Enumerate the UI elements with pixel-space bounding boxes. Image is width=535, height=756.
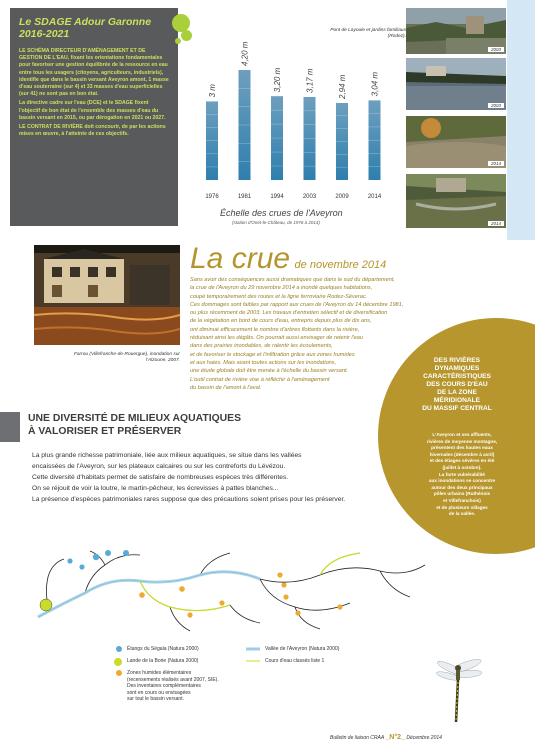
gold-text-line: de la vallée. [448, 511, 476, 517]
crue-title-small: de novembre 2014 [294, 259, 387, 271]
gold-title-line: MÉRIDIONALE [433, 397, 481, 404]
category-label: 1976 [205, 194, 219, 200]
legend-segala [116, 646, 199, 653]
crue-text-line: du bassin de l'amont à l'aval. [190, 384, 262, 391]
legend-cours-label: Cours d'eau classés liste 1 [265, 658, 325, 664]
chart-title: Échelle des crues de l'Aveyron [220, 208, 343, 218]
crue-text-line: ou plus récemment de 2003. Les travaux d'entretien sélectif et de diversification [190, 310, 388, 317]
basin-map-svg [30, 545, 430, 635]
bar-value-label: 3,17 m [305, 68, 315, 93]
crue-title-big: La crue [190, 242, 291, 275]
section-body-line: Cette diversité d'habitats permet de satisfaire de nombreuses espèces très différentes. [32, 474, 289, 481]
gold-text-line: aux inondations se concentre [428, 478, 496, 484]
section-body [32, 450, 412, 505]
footer-date: Décembre 2014 [406, 735, 442, 741]
photo-year-2: 2003 [488, 103, 504, 108]
legend-borie [114, 658, 198, 666]
gold-circle-text [400, 432, 524, 518]
crue-text-line: une étude globale doit être menée à l'échelle du bassin versant. [190, 368, 349, 375]
basin-map [30, 545, 430, 635]
category-label: 2003 [302, 194, 317, 200]
photo-year-1: 2003 [488, 47, 504, 52]
crue-text-line: dans des prairies inondables, de ralentir les écoulements, [190, 343, 333, 350]
gold-circle-title [394, 357, 520, 413]
legend-vallee [246, 646, 339, 653]
section-title-line2: À VALORISER ET PRÉSERVER [28, 425, 182, 437]
photo-flood-2003-b [406, 58, 506, 110]
right-blue-strip [507, 0, 535, 240]
photo-year-4: 2014 [488, 221, 504, 226]
crue-text-line: L'outil contrat de rivière vise à réfléchir à l'aménagement [190, 376, 330, 383]
section-body-line: On se réjouit de voir la loutre, le martin-pêcheur, les écrevisses à pattes blanches... [32, 485, 279, 492]
gold-text-line: autour des deux principaux [431, 484, 493, 490]
section-body-line: La plus grande richesse patrimoniale, liée aux milieux aquatiques, se situe dans les vallées [32, 452, 302, 459]
legend-zh-line: sont en cours ou envisagées [127, 689, 191, 696]
legend-zh-label [127, 670, 219, 703]
crue-text-line: réduisant ainsi les dégâts. On pourrait aussi envisager de retenir l'eau [190, 335, 364, 342]
gold-text-line: et de plusieurs villages [436, 504, 488, 510]
crue-text-line: Ces dommages sont faibles par rapport aux crues de l'Aveyron du 14 décembre 1981, [190, 301, 404, 308]
gold-title-line: DE LA ZONE [437, 389, 477, 396]
legend-borie-label: Lande de la Borie (Natura 2000) [127, 658, 199, 664]
crue-text-line: coupé temporairement des routes et la ligne ferroviaire Rodez-Séverac. [190, 293, 368, 300]
crue-text-line: la crue de l'Aveyron du 29 novembre 2014 a inondé quelques habitations, [190, 285, 373, 292]
category-label: 1981 [237, 194, 252, 200]
crue-text-line: et de favoriser le stockage et l'infiltration grâce aux zones humides [190, 351, 355, 358]
gold-text-line: et Villefranchois) [443, 497, 481, 503]
section-title-line1: UNE DIVERSITÉ DE MILIEUX AQUATIQUES [28, 413, 242, 424]
crue-text [190, 276, 422, 392]
gold-text-line: hivernales (décembre à avril) [429, 451, 495, 457]
chart-svg [196, 28, 392, 208]
gold-text-line: La forte vulnérabilité [438, 471, 486, 477]
photo-farrou-caption: Farrou (Villefranche-de-Rouergue), inondation sur l'Alzoune, 2007. [73, 352, 180, 364]
legend-vallee-label: Vallée de l'Aveyron (Natura 2000) [265, 646, 340, 652]
category-label: 1994 [270, 194, 284, 200]
legend-zh-line: sur tout le bassin versant. [127, 696, 184, 702]
flood-scale-chart [196, 28, 392, 228]
photo-flood-2003-a [406, 8, 506, 54]
legend-cours [246, 658, 324, 665]
gold-title-line: DU MASSIF CENTRAL [422, 405, 492, 412]
sdage-title-line2: 2016-2021 [19, 28, 70, 40]
footer-number: _N°2_ [385, 734, 405, 741]
crue-text-line: de la végétation en bord de cours d'eau, entrepris depuis plus de dix ans, [190, 318, 372, 325]
photo-year-3: 2014 [488, 161, 504, 166]
legend-zh-line: Des inventaires complémentaires [127, 683, 201, 689]
bar-value-label: 2,94 m [338, 74, 347, 99]
gold-title-line: DES RIVIÈRES [433, 357, 481, 364]
photo-caption-pont: Pont de Layoule et jardins familiaux (Rodez). [330, 28, 406, 39]
section-body-line: encaissées de l'Aveyron, sur les plateaux calcaires ou sur les contreforts du Lévézou. [32, 463, 286, 470]
crue-text-line: Sans avoir des conséquences aussi dramatiques que dans le sud du département, [190, 277, 395, 283]
footer [330, 734, 442, 741]
section-title [28, 413, 241, 438]
sdage-title [19, 16, 169, 40]
bar-value-label: 3,04 m [370, 71, 380, 97]
photo-flood-2014-b [406, 174, 506, 228]
sdage-paragraph-2: La directive cadre sur l'eau (DCE) et le SDAGE fixent l'objectif de bon état de l'ensemble des masses d'eau du bassin versant en 2015, ou par dérogation en 2021 ou 2027. [19, 100, 166, 121]
gold-title-line: DYNAMIQUES [434, 365, 480, 372]
sdage-paragraph-3: LE CONTRAT DE RIVIÈRE doit concourir, de par les actions mises en œuvre, à l'atteinte de ces objectifs. [19, 124, 166, 138]
category-label: 2014 [367, 194, 382, 200]
category-label: 2009 [335, 194, 349, 200]
gold-title-line: CARACTÉRISTIQUES [423, 373, 491, 380]
section-body-line: La présence d'espèces patrimoniales rares suppose que des précautions soient prises pour les préserver. [32, 496, 346, 503]
legend-segala-label: Étangs du Ségala (Natura 2000) [127, 646, 199, 652]
photo-flood-2014-a [406, 116, 506, 168]
legend-zh-line: (recensements réalisés avant 2007, SIE). [127, 676, 219, 683]
gold-title-line: DES COURS D'EAU [426, 381, 488, 388]
sdage-title-line1: Le SDAGE Adour Garonne [19, 16, 152, 28]
gold-text-line: rivières de moyenne montagne, [426, 438, 498, 444]
dragonfly-illustration [430, 648, 490, 728]
section-marker [0, 412, 20, 442]
crue-text-line: ont diminué efficacement le nombre d'arbres flottants dans la rivière, [190, 326, 360, 333]
gold-text-line: (juillet à octobre). [442, 464, 482, 470]
gold-text-line: présentent des hautes eaux [431, 445, 493, 451]
legend-zh [116, 670, 219, 703]
photo-farrou-flood [34, 245, 180, 345]
gold-text-line: pôles urbains (Ruthénois [433, 491, 491, 497]
bar-value-label: 4,20 m [240, 41, 250, 66]
sdage-paragraph-1: LE SCHÉMA DIRECTEUR D'AMÉNAGEMENT ET DE GESTION DE L'EAU, fixant les orientations fondamentales pour favoriser une gestion équilibrée de la ressource en eau entre tous les usagers (citoyens, agriculteurs, industriels), identifie que dans le bassin versant Aveyron amont, 1 masse d'eau souterraine (sur 4) et 33 masses d'eau superficielles (sur 41) ne sont pas en bon état. [19, 48, 169, 98]
sdage-box [10, 8, 178, 226]
crue-text-line: et aux haies. Mais avant toutes actions sur les inondations, [190, 359, 337, 366]
footer-bulletin: Bulletin de liaison CRAA [330, 735, 385, 741]
bar-value-label: 3,20 m [273, 67, 282, 93]
chart-subtitle: (station d'Onet-le-Château, de 1976 à 2014) [232, 220, 320, 225]
bar-value-label: 3 m [208, 84, 217, 98]
gold-text-line: L'Aveyron et ses affluents, [432, 432, 492, 437]
gold-text-line: et des étiages sévères en été [429, 458, 495, 464]
legend-zh-line: Zones humides élémentaires [127, 670, 192, 676]
crue-title [190, 242, 386, 276]
